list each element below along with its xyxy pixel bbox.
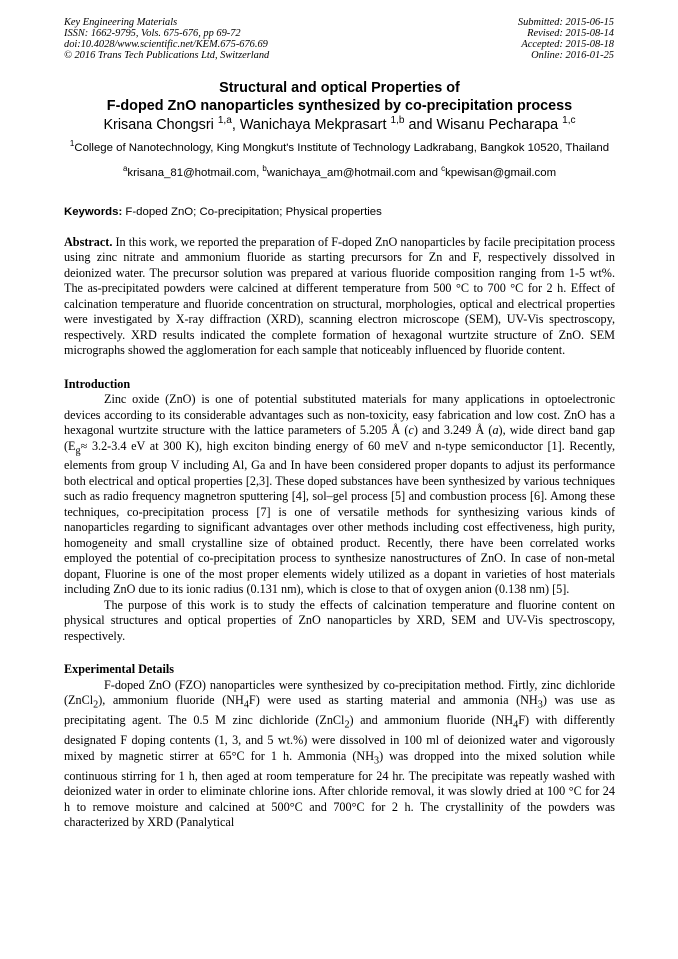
keywords-text: F-doped ZnO; Co-precipitation; Physical properties [122, 205, 382, 218]
experimental-heading: Experimental Details [64, 662, 175, 677]
author-separator: and [404, 117, 437, 133]
introduction-heading: Introduction [64, 376, 131, 391]
affiliation-text: College of Nanotechnology, King Mongkut's Institute of Technology Ladkrabang, Bangkok 10520, Thailand [74, 142, 610, 154]
author-1-marker: 1,a [217, 115, 232, 127]
journal-copyright: © 2016 Trans Tech Publications Ltd, Switzerland [64, 50, 270, 61]
author-3-marker: 1,c [562, 115, 576, 127]
abstract-text: In this work, we reported the preparation of F-doped ZnO nanoparticles by facile precipitation process using zinc nitrate and ammonium fluoride as starting precursors for Zn and F, respectively dissolved in deionized water. The precursor solution was prepared at various fluoride composition ranging from 1-5 wt%. The as-precipitated powders were calcined at different temperature from 500 °C to 700 °C for 2 h. Effect of calcination temperature and fluoride concentration on structural, morphologies, optical and electrical properties were investigated by X-ray diffraction (XRD), scanning electron microscope (SEM), UV-Vis spectroscopy, respectively. XRD results indicated the complete formation of hexagonal wurtzite structure of ZnO. SEM micrographs showed the agglomeration for each sample that noticeably influenced by fluoride content. [64, 234, 615, 357]
title-line-2: F-doped ZnO nanoparticles synthesized by co-precipitation process [106, 98, 573, 114]
title-line-1: Structural and optical Properties of [219, 80, 460, 96]
introduction-section [64, 377, 615, 645]
journal-name: Key Engineering Materials [64, 17, 178, 28]
journal-info [64, 17, 269, 61]
email-c: kpewisan@gmail.com [445, 166, 557, 179]
author-separator: , [231, 117, 240, 133]
author-1: Krisana Chongsri [103, 117, 214, 133]
author-2: Wanichaya Mekprasart [239, 117, 387, 133]
author-emails [64, 163, 615, 180]
email-b: wanichaya_am@hotmail.com and [266, 166, 442, 179]
author-list [64, 116, 615, 135]
journal-doi: doi:10.4028/www.scientific.net/KEM.675-676.69 [64, 39, 268, 50]
date-submitted: Submitted: 2015-06-15 [517, 17, 614, 28]
date-accepted: Accepted: 2015-08-18 [521, 39, 614, 50]
email-b-marker: b [262, 163, 267, 173]
submission-dates [518, 17, 614, 61]
date-online: Online: 2016-01-25 [531, 50, 614, 61]
affiliation-marker: 1 [69, 139, 75, 149]
experimental-paragraph: F-doped ZnO (FZO) nanoparticles were synthesized by co-precipitation method. Firtly, zinc dichloride (ZnCl$_2$), ammonium fluoride $(NH_4F)$ were used as starting material and ammonia $(NH_3)$ was use as precipitating agent. The 0.5 M zinc dichloride (ZnCl$_2$) and ammonium fluoride $(NH_4F)$ with differently designated F doping contents (1, 3, and 5 wt.%) were dissolved in 100 ml of deionized water and vigorously mixed by magnetic stirrer at 65°C for 1 h. Ammonia $(NH_3)$ was dropped into the mixed solution while continuous stirring for 1 h, then aged at room temperature for 24 hr. The precipitate was repeatly washed with deionized water in order to eliminate chlorine ions. After chloride removal, it was slowly dried at 100 °C for 24 h to remove moisture and calcined at 500°C and 700°C for 2 h. The crystallinity of the powders was characterized by XRD (Panalytical [64, 677, 616, 830]
paper-body [64, 79, 615, 831]
introduction-paragraph-1: Zinc oxide (ZnO) is one of potential substituted materials for many applications in optoelectronic devices according to its considerable advantages such as non-toxicity, easy fabrication and low cost. ZnO has a hexagonal wurtzite structure with the lattice parameters of 5.205 Å (c) and 3.249 Å (a), wide direct band gap ($E_g\approx 3.2-3.4$ eV at 300 K), high exciton binding energy of 60 meV and n-type semiconductor [1]. Recently, elements from group V including Al, Ga and In have been considered proper dopants to adjust its performance both electrical and optical properties [2,3]. These doped substances have been synthesized by various techniques such as radio frequency magnetron sputtering [4], sol–gel process [5] and combustion process [6]. Among these techniques, co-precipitation process [7] is one of versatile methods for synthesizing various kinds of nanoparticles regarding to significant advantages over other methods including cost effectiveness, high purity, homogeneity and small crystalline size of obtained product. Recently, there have been correlated works employed the potential of co-precipitation process to synthesize nanostructures of ZnO. In case of non-metal dopant, Fluorine is one of the most proper elements widely utilized as a dopant in varieties of host materials including ZnO due to its ionic radius (0.131 nm), which is close to that of oxygen anion (0.138 nm) [5]. [64, 392, 616, 597]
email-a-marker: a [122, 163, 128, 173]
email-a: krisana_81@hotmail.com, [127, 166, 263, 179]
email-c-marker: c [441, 163, 446, 173]
journal-issn: ISSN: 1662-9795, Vols. 675-676, pp 69-72 [64, 28, 241, 39]
keywords [64, 205, 615, 219]
author-3: Wisanu Pecharapa [436, 117, 559, 133]
abstract [64, 235, 615, 359]
author-2-marker: 1,b [390, 115, 405, 127]
affiliation [64, 141, 615, 156]
abstract-label: Abstract. [64, 234, 113, 249]
keywords-label: Keywords: [64, 205, 123, 218]
paper-title [64, 79, 615, 115]
date-revised: Revised: 2015-08-14 [527, 28, 614, 39]
introduction-paragraph-2: The purpose of this work is to study the effects of calcination temperature and fluorine content on physical structures and optical properties of ZnO nanoparticles by XRD, SEM and UV-Vis spectroscopy, respectively. [64, 597, 615, 643]
experimental-section [64, 662, 615, 830]
